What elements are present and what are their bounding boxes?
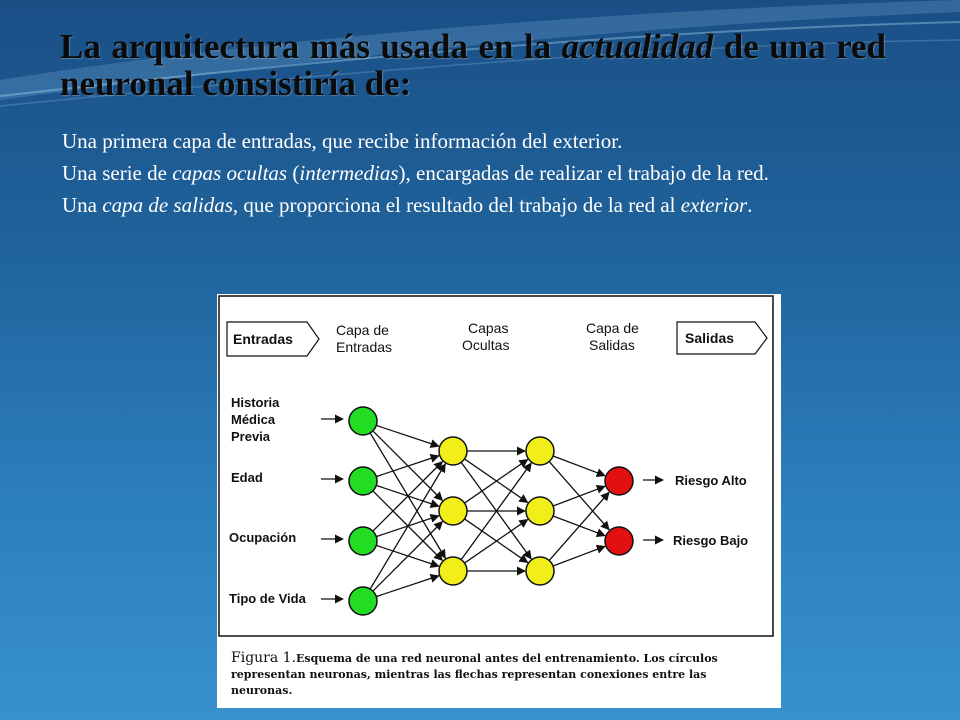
caption-label: Figura 1. [231, 650, 297, 666]
connection-edges [370, 425, 609, 596]
header-output-line1: Capa de [586, 320, 639, 336]
header-hidden-line2: Ocultas [462, 337, 510, 353]
hidden2-neuron [526, 557, 554, 585]
paragraph-input-layer: Una primera capa de entradas, que recibe información del exterior. [62, 129, 623, 153]
header-output-line2: Salidas [589, 337, 635, 353]
input-label-edad: Edad [231, 470, 263, 485]
title-italic: actualidad [561, 27, 714, 66]
connection-edge [553, 486, 605, 506]
hidden1-neuron [439, 437, 467, 465]
paragraph-hidden-layers: Una serie de capas ocultas (intermedias), encargadas de realizar el trabajo de la red. [62, 161, 769, 185]
slide-title: La arquitectura más usada en la actualidad de una red neuronal consistiría de: [60, 27, 886, 103]
entradas-label: Entradas [233, 331, 293, 347]
output-neuron [605, 527, 633, 555]
slide-body [62, 130, 884, 226]
network-diagram [217, 294, 781, 708]
caption-text: Esquema de una red neuronal antes del entrenamiento. Los círculos representan neuronas, mientras las flechas representan conexiones entre las neuronas. [231, 652, 718, 697]
input-label-historia-2: Médica [231, 412, 276, 427]
header-input-line2: Entradas [336, 339, 393, 355]
figure-caption [231, 650, 767, 699]
input-label-historia-1: Historia [231, 395, 280, 410]
hidden2-neuron [526, 497, 554, 525]
connection-edge [549, 492, 609, 560]
input-label-historia-3: Previa [231, 429, 271, 444]
io-arrows [321, 419, 663, 599]
input-neuron [349, 587, 377, 615]
hidden1-neuron [439, 557, 467, 585]
connection-edge [370, 464, 445, 589]
connection-edge [553, 456, 605, 476]
salidas-label: Salidas [685, 330, 735, 346]
header-input-line1: Capa de [336, 322, 389, 338]
input-label-ocupacion: Ocupación [229, 530, 297, 545]
hidden2-neuron [526, 437, 554, 465]
output-label-riesgo-bajo: Riesgo Bajo [673, 533, 749, 548]
hidden1-neuron [439, 497, 467, 525]
input-neuron [349, 527, 377, 555]
header-hidden-line1: Capas [468, 320, 509, 336]
input-neuron [349, 467, 377, 495]
neural-network-figure [217, 294, 781, 708]
output-label-riesgo-alto: Riesgo Alto [675, 473, 747, 488]
input-label-tipo-de-vida: Tipo de Vida [229, 591, 306, 606]
input-neuron [349, 407, 377, 435]
connection-edge [373, 462, 442, 531]
connection-edge [553, 546, 605, 566]
output-neuron [605, 467, 633, 495]
connection-edge [373, 522, 442, 591]
paragraph-output-layer: Una capa de salidas, que proporciona el resultado del trabajo de la red al exterior. [62, 193, 753, 217]
